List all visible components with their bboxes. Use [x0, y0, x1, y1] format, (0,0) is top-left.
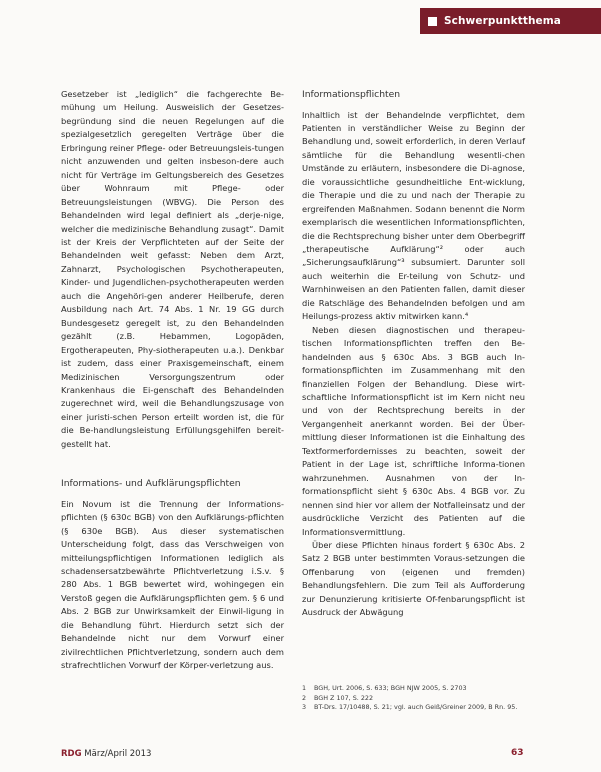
footnote-item	[302, 684, 525, 694]
footnote-number: 1	[302, 684, 307, 692]
footnote-item	[302, 694, 525, 704]
page-number: 63	[511, 748, 524, 758]
section-header-bar	[420, 8, 601, 34]
footnote-text: BGH Z 107, S. 222	[314, 693, 374, 702]
footer-issue	[61, 749, 151, 759]
left-paragraph-2: Ein Novum ist die Trennung der Informations-pflichten (§ 630c BGB) von den Aufklärungs-pflichten (§ 630e BGB). Aus dieser systematischen Unterscheidung folgt, dass das Verschweigen von mitteilungspflichtigen Informationen lediglich als schadensersatzbewährte Pflichtverletzung i.S.v. § 280 Abs. 1 BGB bewertet wird, wohingegen ein Verstoß gegen die Aufklärungspflichten gem. § 6 und Abs. 2 BGB zur Unwirksamkeit der Einwil-ligung in die Behandlung führt. Hierdurch setzt sich der Behandelnde nicht nur dem Vorwurf einer zivilrechtlichen Pflichtverletzung, sondern auch dem strafrechtlichen Vorwurf der Körper-verletzung aus.	[61, 498, 284, 671]
right-paragraph-2: Neben diesen diagnostischen und therapeu-tischen Informationspflichten treffen den Be-handelnden aus § 630c Abs. 3 BGB auch In-formationspflichten im Zusammenhang mit den finanziellen Folgen der Behandlung. Diese wirt-schaftliche Informationspflicht ist im Kern nicht neu und von der Rechtsprechung bereits in der Vergangenheit anerkannt worden. Bei der Über-mittlung dieser Informationen ist die Einhaltung des Textformerfordernisses zu beachten, soweit der Patient in der Lage ist, schriftliche Informa-tionen wahrzunehmen. Ausnahmen von der In-formationspflicht sieht § 630c Abs. 4 BGB vor. Zu nennen sind hier vor allem der Notfalleinsatz und der ausdrückliche Verzicht des Patienten auf die Informationsvermittlung.	[302, 324, 525, 537]
footnotes	[302, 684, 525, 713]
heading-information-and-disclosure: Informations- und Aufklärungspflichten	[61, 478, 241, 490]
right-column	[302, 88, 525, 620]
left-column	[61, 88, 284, 673]
footer-issue-date: März/April 2013	[84, 749, 152, 759]
footnote-number: 2	[302, 693, 307, 702]
heading-information-duties: Informationspflichten	[302, 89, 401, 100]
footnote-number: 3	[302, 703, 307, 712]
footnote-text: BT-Drs. 17/10488, S. 21; vgl. auch Geiß/Greiner 2009, B Rn. 95.	[314, 703, 518, 712]
footer-brand: RDG	[61, 749, 82, 759]
square-icon	[428, 17, 437, 26]
left-paragraph-1: Gesetzeber ist „lediglich“ die fachgerechte Be-mühung um Heilung. Ausweislich der Gesetzes-begründung sind die neuen Regelungen auf die spezialgesetzlich geregelten Verträge über die Erbringung reiner Pflege- oder Betreuungsleis-tungen nicht anzuwenden und gelten insbeson-dere auch nicht für Verträge im Geltungsbereich des Gesetzes über Wohnraum mit Pflege- oder Betreuungsleistungen (WBVG). Die Person des Behandelnden wird legal definiert als „derje-nige, welcher die medizinische Behandlung zusagt“. Damit ist der Kreis der Verpflichteten auf der Seite der Behandelnden weit gefasst: Neben dem Arzt, Zahnarzt, Psychologischen Psychotherapeuten, Kinder- und Jugendlichen-psychotherapeuten werden auch die Angehöri-gen anderer Heilberufe, deren Ausbildung nach Art. 74 Abs. 1 Nr. 19 GG durch Bundesgesetz geregelt ist, zu den Behandelnden gezählt (z.B. Hebammen, Logopäden, Ergotherapeuten, Phy-siotherapeuten u.a.). Denkbar ist zudem, dass einer Praxisgemeinschaft, einem Medizinischen Versorgungszentrum oder Krankenhaus die Ei-genschaft des Behandelnden zugerechnet wird, weil die Behandlungszusage von einer juristi-schen Person erteilt worden ist, die für die Be-handlungsleistung Erfüllungsgehilfen bereit-gestellt hat.	[61, 89, 284, 449]
section-label: Schwerpunktthema	[444, 15, 561, 27]
footnote-text: BGH, Urt. 2006, S. 633; BGH NJW 2005, S. 2703	[314, 684, 467, 692]
right-paragraph-3: Über diese Pflichten hinaus fordert § 630c Abs. 2 Satz 2 BGB unter bestimmten Voraus-setzungen die Offenbarung von (eigenen und fremden) Behandlungsfehlern. Die zum Teil als Aufforderung zur Denunzierung kritisierte Of-fenbarungspflicht ist Ausdruck der Abwägung	[302, 540, 525, 618]
right-paragraph-1: Inhaltlich ist der Behandelnde verpflichtet, dem Patienten in verständlicher Weise zu Beginn der Behandlung und, soweit erforderlich, in deren Verlauf sämtliche für die Behandlung wesentli-chen Umstände zu erläutern, insbesondere die Di-agnose, die voraussichtliche gesundheitliche Ent-wicklung, die Therapie und die zu und nach der Therapie zu ergreifenden Maßnahmen. Sodann benennt die Norm exemplarisch die wesentlichen Informationspflichten, die die Rechtsprechung bisher unter dem Oberbegriff „therapeutische Aufklärung“² oder auch „Sicherungsaufklärung“³ subsumiert. Darunter soll auch weiterhin die Er-teilung von Schutz- und Warnhinweisen an den Patienten fallen, damit dieser die Ratschläge des Behandelnden befolgen und am Heilungs-prozess aktiv mitwirken kann.⁴	[302, 109, 525, 322]
footnote-item	[302, 703, 525, 713]
